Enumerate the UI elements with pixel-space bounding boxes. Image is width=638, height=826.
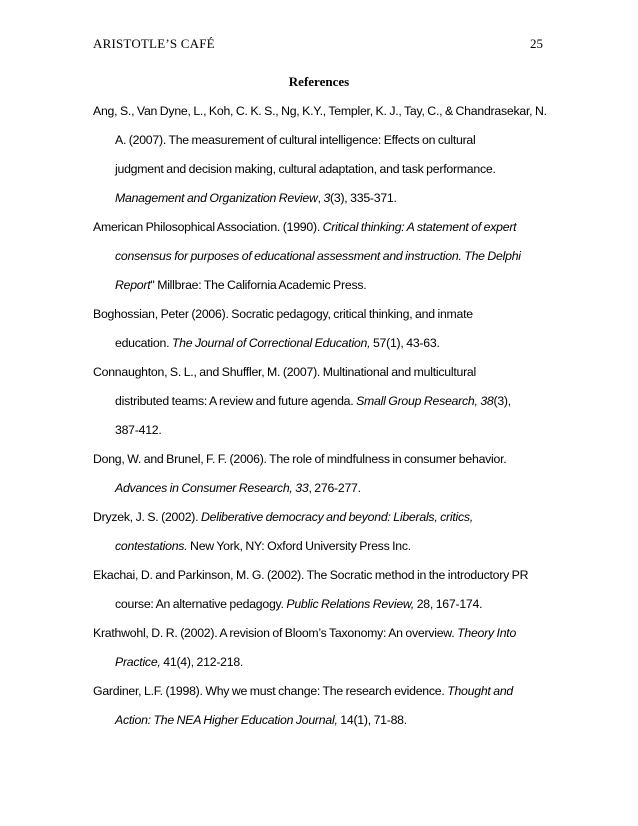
reference-first-line — [93, 445, 545, 474]
reference-text: 387-412. — [115, 423, 162, 437]
reference-text: Connaughton, S. L., and Shuffler, M. (2007). Multinational and multicultural — [93, 365, 476, 379]
italic-text: Deliberative democracy and beyond: Liberals, critics, — [201, 510, 473, 524]
reference-entry — [93, 213, 545, 300]
reference-entry — [93, 300, 545, 358]
reference-text: distributed teams: A review and future agenda. — [115, 394, 357, 408]
reference-text: Ang, S., Van Dyne, L., Koh, C. K. S., Ng, K.Y., Templer, K. J., Tay, C., & Chandrasekar, N. — [93, 104, 547, 118]
reference-continuation-line — [93, 474, 545, 503]
reference-first-line — [93, 561, 545, 590]
reference-first-line — [93, 358, 545, 387]
reference-text: " Millbrae: The California Academic Press. — [150, 278, 367, 292]
italic-text: Small Group Research, 38 — [356, 394, 494, 408]
running-head: ARISTOTLE’S CAFÉ — [93, 36, 215, 51]
reference-text: 28, 167-174. — [414, 597, 483, 611]
reference-text: Dong, W. and Brunel, F. F. (2006). The role of mindfulness in consumer behavior. — [93, 452, 507, 466]
italic-text: consensus for purposes of educational assessment and instruction. The Delphi — [115, 249, 521, 263]
reference-entry — [93, 503, 545, 561]
reference-continuation-line — [93, 126, 545, 155]
italic-text: Advances in Consumer Research, 33 — [115, 481, 309, 495]
italic-text: Management and Organization Review — [115, 191, 318, 205]
reference-text: 57(1), 43-63. — [370, 336, 440, 350]
reference-entry — [93, 677, 545, 735]
reference-continuation-line — [93, 271, 545, 300]
reference-continuation-line — [93, 648, 545, 677]
reference-text: (3), 335-371. — [330, 191, 397, 205]
reference-text: Ekachai, D. and Parkinson, M. G. (2002). The Socratic method in the introductory PR — [93, 568, 529, 582]
reference-first-line — [93, 619, 545, 648]
reference-text: judgment and decision making, cultural adaptation, and task performance. — [115, 162, 496, 176]
reference-text: 14(1), 71-88. — [337, 713, 407, 727]
reference-first-line — [93, 213, 545, 242]
reference-entry — [93, 358, 545, 445]
reference-text: (3), — [493, 394, 511, 408]
reference-continuation-line — [93, 155, 545, 184]
reference-text: Dryzek, J. S. (2002). — [93, 510, 201, 524]
reference-continuation-line — [93, 387, 545, 416]
reference-continuation-line — [93, 242, 545, 271]
reference-text: A. (2007). The measurement of cultural intelligence: Effects on cultural — [115, 133, 476, 147]
reference-entry — [93, 97, 545, 213]
reference-first-line — [93, 97, 545, 126]
reference-first-line — [93, 300, 545, 329]
italic-text: Report — [115, 278, 151, 292]
reference-text: , — [317, 191, 324, 205]
reference-first-line — [93, 677, 545, 706]
italic-text: 3 — [323, 191, 331, 205]
references-title: References — [288, 74, 350, 89]
italic-text: The Journal of Correctional Education, — [171, 336, 371, 350]
reference-entry — [93, 445, 545, 503]
reference-continuation-line — [93, 329, 545, 358]
italic-text: Theory Into — [457, 626, 517, 640]
reference-continuation-line — [93, 184, 545, 213]
italic-text: contestations. — [115, 539, 188, 553]
reference-continuation-line — [93, 532, 545, 561]
reference-entry — [93, 619, 545, 677]
page-number: 25 — [530, 36, 543, 51]
reference-continuation-line — [93, 416, 545, 445]
reference-text: education. — [115, 336, 172, 350]
reference-text: Boghossian, Peter (2006). Socratic pedagogy, critical thinking, and inmate — [93, 307, 473, 321]
reference-text: American Philosophical Association. (1990). — [93, 220, 323, 234]
italic-text: Critical thinking: A statement of expert — [322, 220, 517, 234]
reference-text: Krathwohl, D. R. (2002). A revision of Bloom’s Taxonomy: An overview. — [93, 626, 458, 640]
italic-text: Thought and — [447, 684, 514, 698]
reference-text: 41(4), 212-218. — [160, 655, 244, 669]
reference-list — [93, 97, 545, 735]
italic-text: Action: The NEA Higher Education Journal, — [115, 713, 338, 727]
reference-continuation-line — [93, 706, 545, 735]
reference-entry — [93, 561, 545, 619]
reference-text: course: An alternative pedagogy. — [115, 597, 287, 611]
italic-text: Public Relations Review, — [286, 597, 415, 611]
reference-first-line — [93, 503, 545, 532]
reference-text: , 276-277. — [308, 481, 361, 495]
italic-text: Practice, — [115, 655, 161, 669]
reference-text: Gardiner, L.F. (1998). Why we must change: The research evidence. — [93, 684, 448, 698]
reference-text: New York, NY: Oxford University Press Inc. — [187, 539, 411, 553]
reference-continuation-line — [93, 590, 545, 619]
